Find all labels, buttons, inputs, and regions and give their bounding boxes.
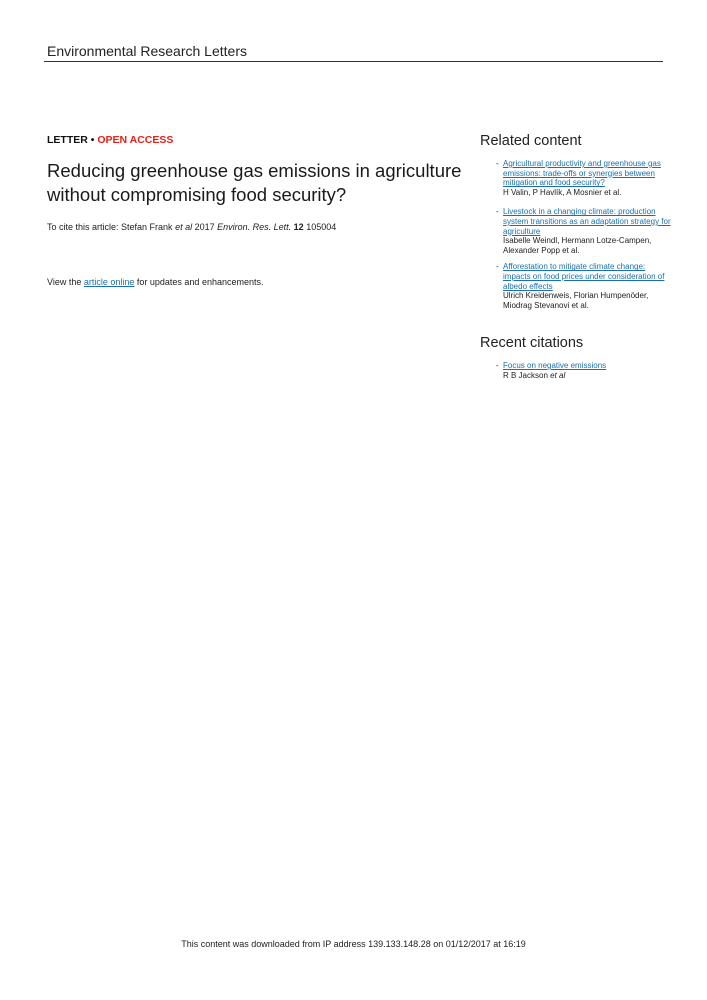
recent-citation-item: [496, 361, 671, 380]
list-bullet: -: [496, 159, 499, 168]
list-bullet: -: [496, 262, 499, 272]
download-footer-note: This content was downloaded from IP address 139.133.148.28 on 01/12/2017 at 16:19: [181, 939, 526, 949]
related-item: [496, 207, 671, 255]
related-item-authors: Isabelle Weindl, Hermann Lotze-Campen, Alexander Popp et al.: [503, 236, 652, 255]
letter-label: LETTER: [47, 134, 88, 146]
related-item-authors: Ulrich Kreidenweis, Florian Humpenöder, Miodrag Stevanovi et al.: [503, 291, 649, 310]
recent-citation-etal: et al: [550, 370, 566, 380]
recent-citations-heading: Recent citations: [480, 335, 584, 351]
journal-name: Environmental Research Letters: [47, 43, 247, 59]
related-item: [496, 159, 671, 197]
list-bullet: -: [496, 361, 499, 370]
open-access-label: OPEN ACCESS: [97, 134, 174, 146]
recent-citations-list: [496, 361, 671, 380]
related-item-authors: H Valin, P Havlík, A Mosnier et al.: [503, 187, 622, 197]
view-online-suffix: for updates and enhancements.: [134, 277, 264, 287]
related-item-link[interactable]: Agricultural productivity and greenhouse gas emissions: trade-offs or synergies between mitigation and food security?: [503, 159, 661, 188]
cite-volume: 12: [293, 222, 304, 232]
related-content-heading: Related content: [480, 133, 582, 149]
label-separator: •: [87, 134, 98, 146]
article-title: Reducing greenhouse gas emissions in agriculture without compromising food security?: [47, 160, 462, 205]
view-online-prefix: View the: [47, 277, 84, 287]
view-online-line: [47, 277, 263, 287]
cite-article-number: 105004: [303, 222, 337, 232]
cite-etal: et al: [175, 222, 193, 232]
header-divider: [44, 61, 663, 62]
related-content-list: [496, 159, 671, 310]
citation-line: [47, 222, 336, 232]
cite-journal: Environ. Res. Lett.: [217, 222, 292, 232]
recent-citation-authors: R B Jackson: [503, 370, 551, 380]
related-item-link[interactable]: Afforestation to mitigate climate change: impacts on food prices under consideration of albedo effects: [503, 262, 665, 291]
list-bullet: -: [496, 207, 499, 217]
cite-year: 2017: [192, 222, 218, 232]
article-online-link[interactable]: article online: [83, 277, 135, 287]
cite-prefix: To cite this article: Stefan Frank: [47, 222, 176, 232]
related-item-link[interactable]: Livestock in a changing climate: production system transitions as an adaptation strategy for agriculture: [503, 207, 671, 236]
article-type-label: [47, 134, 173, 146]
related-item: [496, 262, 671, 310]
recent-citation-link[interactable]: Focus on negative emissions: [503, 361, 607, 370]
